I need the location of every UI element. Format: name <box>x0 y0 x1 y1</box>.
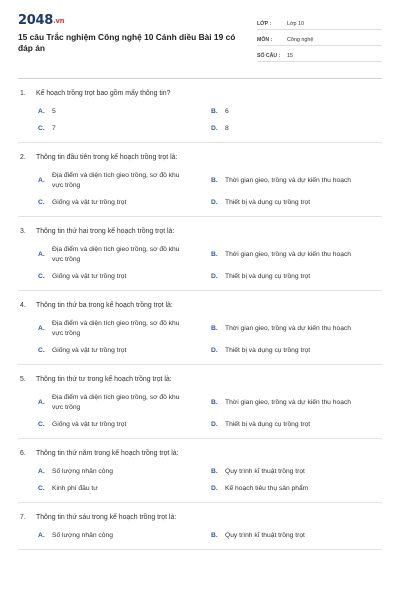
answer-option[interactable] <box>211 420 384 430</box>
question-item <box>18 291 382 365</box>
option-letter: B. <box>211 251 218 258</box>
option-text: Địa điểm và diện tích gieo trồng, sơ đồ khu vực trồng <box>52 394 180 411</box>
option-text: Giống và vật tư trồng trọt <box>52 347 127 354</box>
logo-suffix: .vn <box>52 17 65 25</box>
answer-options <box>18 467 382 494</box>
answer-option[interactable] <box>211 171 384 191</box>
option-text: 7 <box>52 125 56 132</box>
answer-option[interactable] <box>38 346 211 356</box>
question-item <box>18 365 382 439</box>
option-text: Số lượng nhân công <box>52 468 113 475</box>
question-text-row <box>18 513 382 523</box>
option-text: Thiết bị và dụng cụ trồng trọt <box>225 273 311 280</box>
meta-label: MÔN : <box>257 37 273 43</box>
question-text: Thông tin thứ tư trong kế hoạch trồng trọt là: <box>36 376 172 383</box>
question-item <box>18 79 382 143</box>
question-text: Thông tin thứ ba trong kế hoạch trồng trọt là: <box>36 302 173 309</box>
site-logo[interactable] <box>18 14 243 28</box>
answer-option[interactable] <box>38 467 211 477</box>
option-letter: C. <box>38 347 45 354</box>
option-letter: D. <box>211 199 218 206</box>
answer-options <box>18 245 382 282</box>
answer-options <box>18 531 382 541</box>
question-item <box>18 503 382 550</box>
meta-row-count <box>257 48 382 62</box>
meta-info <box>257 14 382 68</box>
question-text-row <box>18 153 382 163</box>
option-letter: D. <box>211 125 218 132</box>
option-letter: C. <box>38 273 45 280</box>
answer-option[interactable] <box>38 420 211 430</box>
option-text: Giống và vật tư trồng trọt <box>52 273 127 280</box>
question-number: 7. <box>20 514 26 521</box>
answer-option[interactable] <box>211 393 384 413</box>
question-list <box>18 79 382 550</box>
answer-option[interactable] <box>38 198 211 208</box>
option-text: Quy trình kĩ thuật trồng trọt <box>225 532 305 539</box>
option-text: Kế hoạch tiêu thụ sản phẩm <box>225 485 309 492</box>
option-text: Thời gian gieo, trồng và dự kiến thu hoạch <box>225 399 351 406</box>
answer-option[interactable] <box>211 272 384 282</box>
option-letter: B. <box>211 177 218 184</box>
answer-option[interactable] <box>211 107 384 117</box>
answer-option[interactable] <box>211 484 384 494</box>
question-text: Thông tin thứ hai trong kế hoạch trồng trọt là: <box>36 228 175 235</box>
option-text: Địa điểm và diện tích gieo trồng, sơ đồ khu vực trồng <box>52 172 180 189</box>
option-letter: C. <box>38 485 45 492</box>
option-letter: B. <box>211 468 218 475</box>
option-text: Số lượng nhân công <box>52 532 113 539</box>
option-letter: A. <box>38 399 45 406</box>
question-text-row <box>18 89 382 99</box>
question-number: 5. <box>20 376 26 383</box>
option-text: Thời gian gieo, trồng và dự kiến thu hoạch <box>225 251 351 258</box>
answer-options <box>18 107 382 134</box>
option-letter: A. <box>38 468 45 475</box>
question-text-row <box>18 375 382 385</box>
option-text: 5 <box>52 108 56 115</box>
answer-option[interactable] <box>38 171 211 191</box>
option-text: Thời gian gieo, trồng và dự kiến thu hoạch <box>225 325 351 332</box>
question-text: Thông tin thứ năm trong kế hoạch trồng trọt là: <box>36 450 179 457</box>
option-text: Kinh phí đầu tư <box>52 485 98 492</box>
answer-option[interactable] <box>211 467 384 477</box>
option-letter: B. <box>211 108 218 115</box>
answer-options <box>18 319 382 356</box>
option-text: 6 <box>225 108 229 115</box>
option-text: Địa điểm và diện tích gieo trồng, sơ đồ khu vực trồng <box>52 246 180 263</box>
answer-option[interactable] <box>38 124 211 134</box>
option-text: Thiết bị và dụng cụ trồng trọt <box>225 421 311 428</box>
logo-main: 2048 <box>18 13 53 28</box>
question-text: Kế hoạch trồng trọt bao gồm mấy thông tin? <box>36 90 171 97</box>
option-letter: B. <box>211 399 218 406</box>
answer-option[interactable] <box>211 198 384 208</box>
answer-option[interactable] <box>211 124 384 134</box>
answer-option[interactable] <box>211 245 384 265</box>
option-letter: A. <box>38 177 45 184</box>
question-item <box>18 143 382 217</box>
answer-options <box>18 171 382 208</box>
answer-option[interactable] <box>38 107 211 117</box>
answer-option[interactable] <box>211 346 384 356</box>
answer-option[interactable] <box>211 531 384 541</box>
meta-row-subject <box>257 32 382 46</box>
meta-label: SỐ CÂU : <box>257 53 281 59</box>
answer-option[interactable] <box>38 272 211 282</box>
meta-value: 15 <box>287 53 293 59</box>
meta-row-class <box>257 16 382 30</box>
answer-options <box>18 393 382 430</box>
option-text: Giống và vật tư trồng trọt <box>52 421 127 428</box>
question-text: Thông tin thứ sáu trong kế hoạch trồng trọt là: <box>36 514 177 521</box>
option-text: Quy trình kĩ thuật trồng trọt <box>225 468 305 475</box>
option-text: Thiết bị và dụng cụ trồng trọt <box>225 199 311 206</box>
question-item <box>18 439 382 503</box>
option-letter: C. <box>38 421 45 428</box>
option-text: Địa điểm và diện tích gieo trồng, sơ đồ khu vực trồng <box>52 320 180 337</box>
option-text: 8 <box>225 125 229 132</box>
header-left <box>18 14 243 68</box>
option-letter: D. <box>211 485 218 492</box>
option-letter: A. <box>38 325 45 332</box>
meta-label: LỚP : <box>257 21 272 27</box>
meta-value: Công nghệ <box>287 37 314 43</box>
question-number: 1. <box>20 90 26 97</box>
question-text-row <box>18 449 382 459</box>
option-letter: A. <box>38 532 45 539</box>
option-letter: C. <box>38 125 45 132</box>
document-header <box>18 14 382 68</box>
option-text: Giống và vật tư trồng trọt <box>52 199 127 206</box>
answer-option[interactable] <box>38 531 211 541</box>
option-letter: C. <box>38 199 45 206</box>
option-letter: A. <box>38 108 45 115</box>
answer-option[interactable] <box>38 245 211 265</box>
meta-value: Lớp 10 <box>287 21 305 27</box>
question-number: 4. <box>20 302 26 309</box>
question-text-row <box>18 301 382 311</box>
question-number: 2. <box>20 154 26 161</box>
answer-option[interactable] <box>38 319 211 339</box>
answer-option[interactable] <box>38 393 211 413</box>
question-number: 3. <box>20 228 26 235</box>
answer-option[interactable] <box>211 319 384 339</box>
answer-option[interactable] <box>38 484 211 494</box>
option-letter: D. <box>211 273 218 280</box>
question-text: Thông tin đầu tiên trong kế hoạch trồng trọt là: <box>36 154 178 161</box>
option-text: Thời gian gieo, trồng và dự kiến thu hoạch <box>225 177 351 184</box>
option-letter: B. <box>211 532 218 539</box>
option-letter: A. <box>38 251 45 258</box>
question-item <box>18 217 382 291</box>
question-text-row <box>18 227 382 237</box>
option-letter: B. <box>211 325 218 332</box>
option-text: Thiết bị và dụng cụ trồng trọt <box>225 347 311 354</box>
document-title: 15 câu Trắc nghiệm Công nghệ 10 Cánh diều Bài 19 có đáp án <box>18 32 236 53</box>
option-letter: D. <box>211 347 218 354</box>
option-letter: D. <box>211 421 218 428</box>
question-number: 6. <box>20 450 26 457</box>
